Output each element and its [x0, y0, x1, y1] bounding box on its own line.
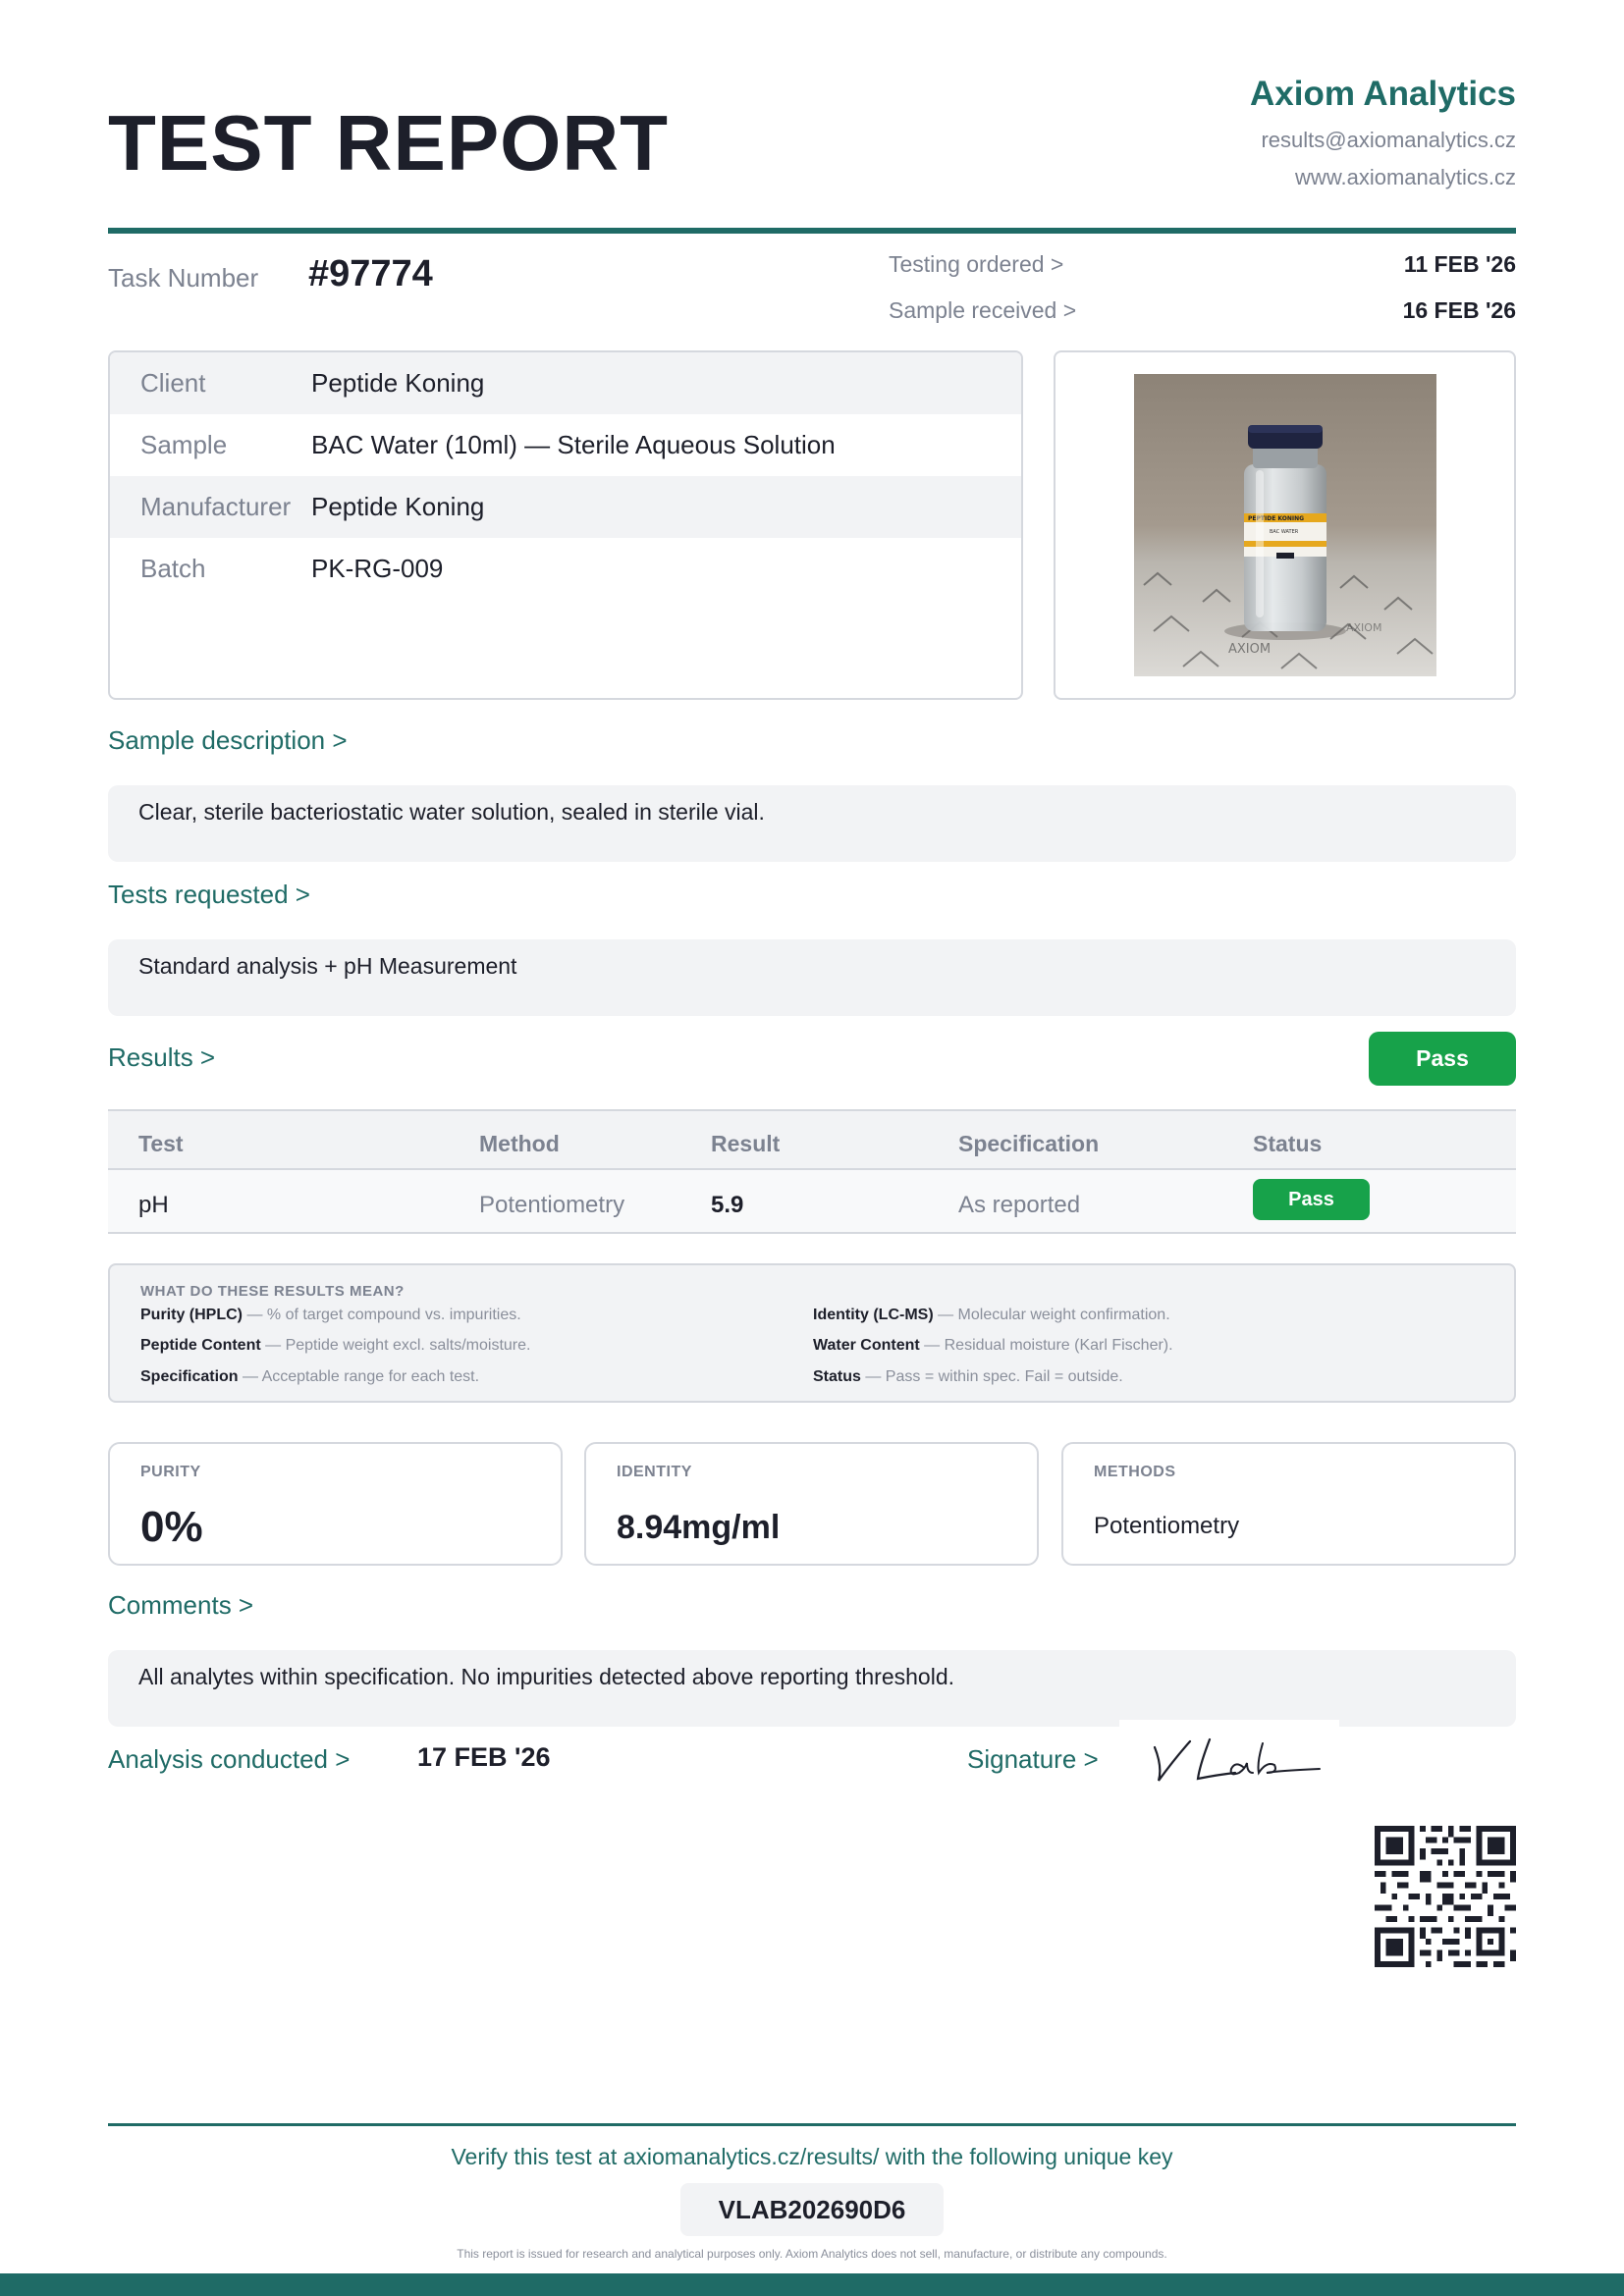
- comments-text: All analytes within specification. No impurities detected above reporting threshold.: [138, 1664, 954, 1689]
- unique-key[interactable]: VLAB202690D6: [680, 2183, 944, 2236]
- footer-bar: [0, 2273, 1624, 2296]
- info-key: Sample: [140, 430, 228, 459]
- vial-label-product: BAC WATER: [1270, 529, 1299, 535]
- row-status-badge: Pass: [1253, 1179, 1370, 1220]
- tests-requested-panel: [108, 939, 1516, 1016]
- task-number: #97774: [308, 253, 433, 294]
- info-key: Client: [140, 368, 206, 398]
- legend-term: Status: [813, 1368, 861, 1385]
- mat-text: AXIOM: [1346, 621, 1382, 634]
- results-heading[interactable]: Results >: [108, 1042, 216, 1072]
- verify-text[interactable]: Verify this test at axiomanalytics.cz/results/ with the following unique key: [451, 2144, 1173, 2169]
- legend-item: [140, 1307, 521, 1324]
- legend-item: [813, 1307, 1170, 1324]
- task-number-label: Task Number: [108, 263, 259, 293]
- comments-heading[interactable]: Comments >: [108, 1590, 254, 1620]
- cell-result: 5.9: [711, 1192, 744, 1218]
- tests-requested-heading[interactable]: Tests requested >: [108, 880, 310, 909]
- sample-received-label: Sample received >: [889, 297, 1077, 323]
- legend-desc: — Peptide weight excl. salts/moisture.: [260, 1337, 531, 1354]
- vial-illustration: [1134, 374, 1436, 676]
- signature-image: [1119, 1720, 1339, 1798]
- overall-status-badge: Pass: [1369, 1032, 1516, 1086]
- info-row-sample: [110, 414, 1021, 476]
- disclaimer: This report is issued for research and analytical purposes only. Axiom Analytics does not sell, manufacture, or distribute any compounds.: [457, 2247, 1167, 2261]
- legend-desc: — Acceptable range for each test.: [238, 1368, 480, 1385]
- tests-requested-text: Standard analysis + pH Measurement: [138, 953, 517, 979]
- legend-item: [140, 1337, 530, 1355]
- analysis-date: 17 FEB '26: [417, 1742, 551, 1772]
- sample-description-heading[interactable]: Sample description >: [108, 725, 348, 755]
- column-header-status: Status: [1253, 1131, 1323, 1156]
- column-header-method: Method: [479, 1131, 560, 1156]
- info-value: PK-RG-009: [311, 554, 444, 583]
- card-value: 8.94mg/ml: [617, 1509, 781, 1546]
- legend-term: Water Content: [813, 1337, 920, 1354]
- company-website[interactable]: www.axiomanalytics.cz: [1295, 165, 1516, 189]
- legend-desc: — % of target compound vs. impurities.: [243, 1307, 521, 1323]
- header-divider: [108, 228, 1516, 234]
- info-value: Peptide Koning: [311, 492, 485, 521]
- cell-test: pH: [138, 1192, 169, 1218]
- column-header-test: Test: [138, 1131, 184, 1156]
- vial-label-brand: PEPTIDE KONING: [1248, 515, 1305, 522]
- legend-term: Identity (LC-MS): [813, 1307, 934, 1323]
- results-table: [108, 1109, 1516, 1234]
- company-name: Axiom Analytics: [1249, 75, 1516, 113]
- signature: [1119, 1720, 1339, 1798]
- info-row-batch: [110, 538, 1021, 600]
- comments-panel: [108, 1650, 1516, 1727]
- testing-ordered-label: Testing ordered >: [889, 251, 1064, 277]
- legend-term: Specification: [140, 1368, 239, 1385]
- sample-description-text: Clear, sterile bacteriostatic water solution, sealed in sterile vial.: [138, 799, 765, 825]
- report-title: TEST REPORT: [108, 99, 670, 187]
- info-value: Peptide Koning: [311, 368, 485, 398]
- signature-label[interactable]: Signature >: [967, 1744, 1099, 1774]
- qr-code[interactable]: [1375, 1826, 1516, 1967]
- info-key: Batch: [140, 554, 206, 583]
- legend-item: [140, 1368, 479, 1386]
- card-value: Potentiometry: [1094, 1513, 1240, 1539]
- cell-method: Potentiometry: [479, 1192, 625, 1218]
- sample-photo-frame: [1054, 350, 1516, 700]
- column-header-result: Result: [711, 1131, 781, 1156]
- legend-desc: — Molecular weight confirmation.: [933, 1307, 1170, 1323]
- card-value: 0%: [140, 1503, 203, 1551]
- company-email[interactable]: results@axiomanalytics.cz: [1261, 128, 1516, 152]
- column-header-specification: Specification: [958, 1131, 1100, 1156]
- card-label: PURITY: [140, 1464, 201, 1480]
- results-legend: [108, 1263, 1516, 1403]
- legend-term: Peptide Content: [140, 1337, 261, 1354]
- sample-description-panel: [108, 785, 1516, 862]
- testing-ordered-date: 11 FEB '26: [1403, 251, 1516, 277]
- legend-item: [813, 1337, 1173, 1355]
- legend-title: WHAT DO THESE RESULTS MEAN?: [140, 1283, 405, 1300]
- identity-card: [584, 1442, 1039, 1566]
- info-key: Manufacturer: [140, 492, 292, 521]
- card-label: METHODS: [1094, 1464, 1176, 1480]
- info-row-manufacturer: [110, 476, 1021, 538]
- methods-card: [1061, 1442, 1516, 1566]
- table-row: [108, 1170, 1516, 1234]
- card-label: IDENTITY: [617, 1464, 692, 1480]
- info-value: BAC Water (10ml) — Sterile Aqueous Solution: [311, 430, 836, 459]
- sample-photo: [1134, 374, 1436, 676]
- legend-desc: — Residual moisture (Karl Fischer).: [919, 1337, 1173, 1354]
- legend-desc: — Pass = within spec. Fail = outside.: [860, 1368, 1123, 1385]
- analysis-conducted-label[interactable]: Analysis conducted >: [108, 1744, 351, 1774]
- legend-item: [813, 1368, 1123, 1386]
- qr-code-image: [1375, 1826, 1516, 1967]
- results-table-header: [108, 1109, 1516, 1170]
- sample-info-table: [108, 350, 1023, 700]
- purity-card: [108, 1442, 563, 1566]
- cell-specification: As reported: [958, 1192, 1081, 1218]
- info-row-client: [110, 352, 1021, 414]
- mat-text: AXIOM: [1228, 642, 1272, 657]
- legend-term: Purity (HPLC): [140, 1307, 243, 1323]
- footer-divider: [108, 2123, 1516, 2126]
- sample-received-date: 16 FEB '26: [1402, 297, 1516, 323]
